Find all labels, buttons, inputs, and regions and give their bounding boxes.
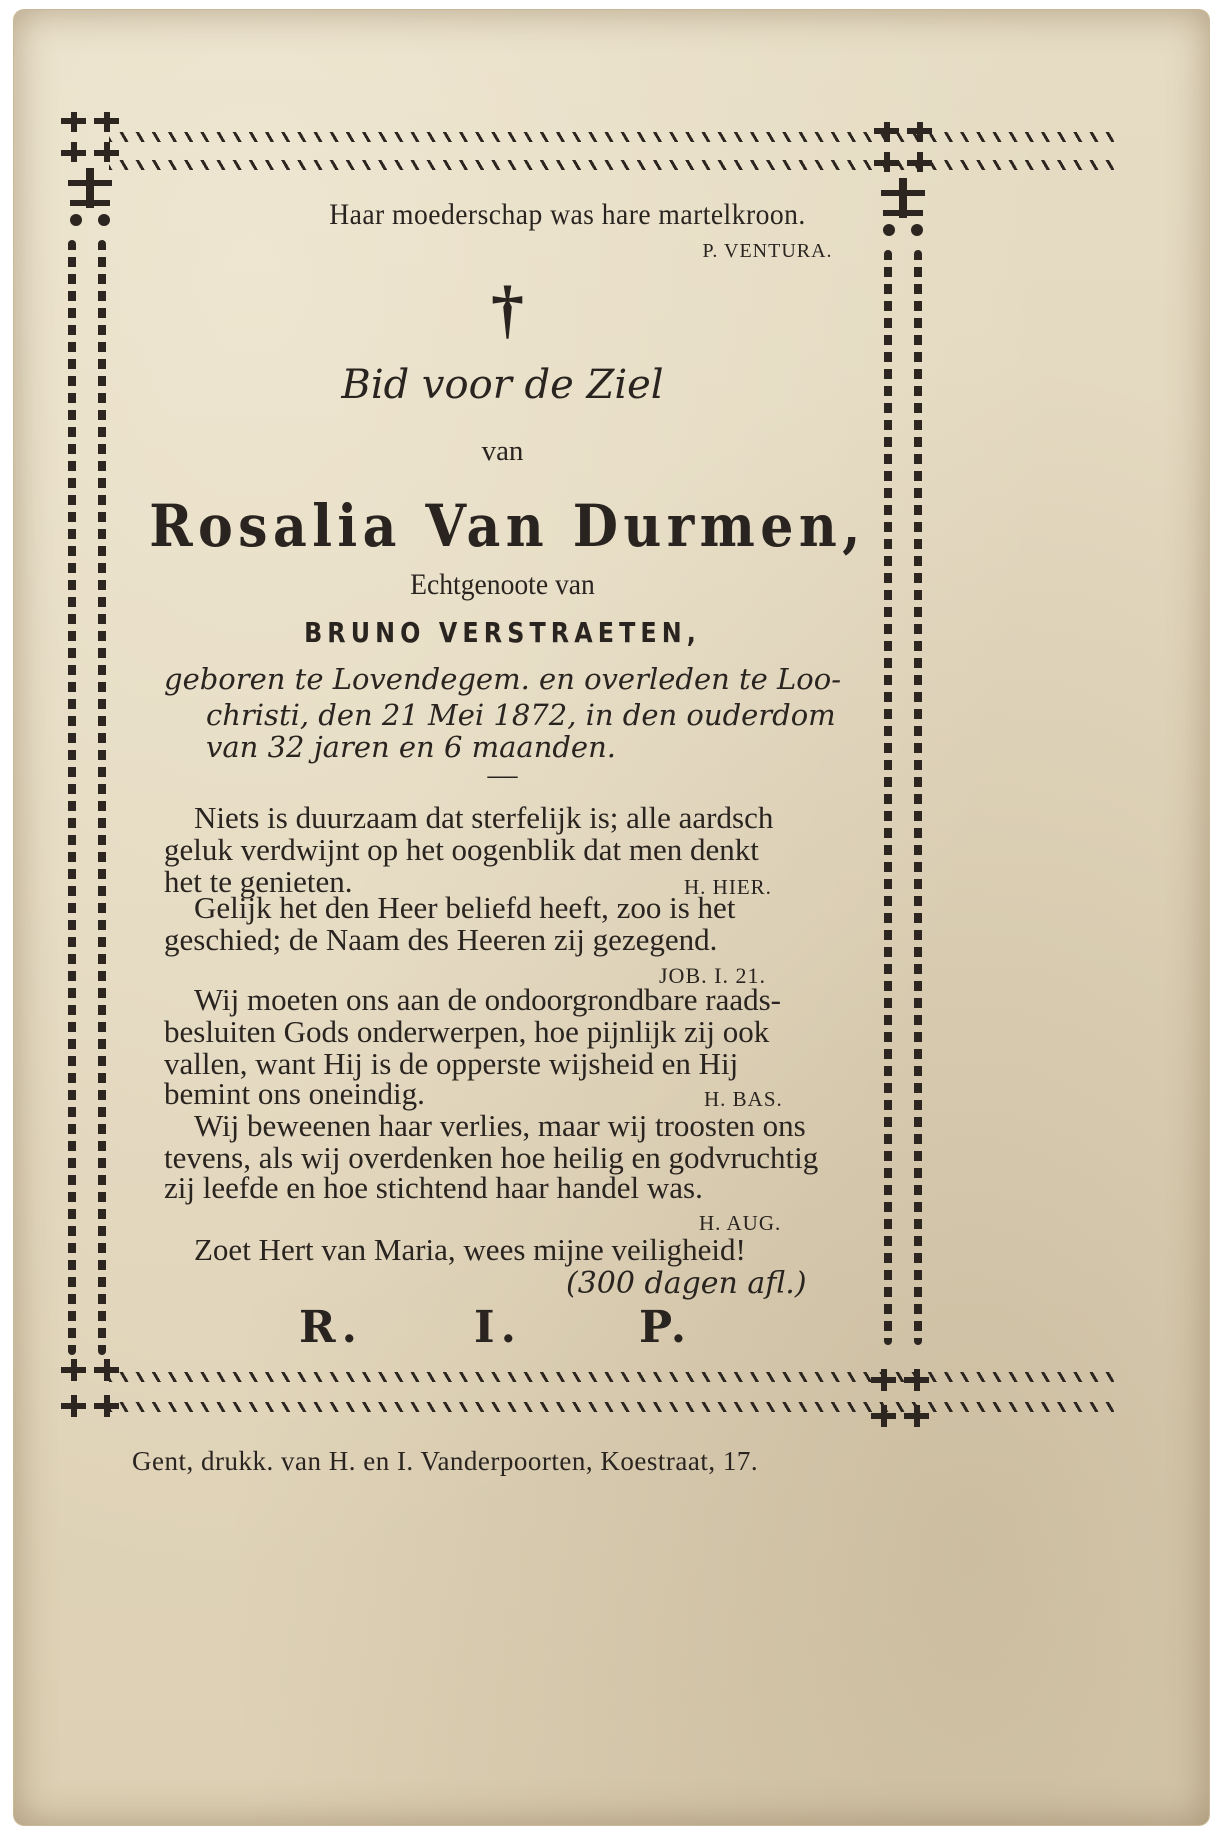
quote2-line-2: geschied; de Naam des Heeren zij gezegend.	[164, 922, 718, 957]
rip-letter-i: I.	[474, 1302, 522, 1353]
border-top-line-2	[109, 160, 1114, 170]
quote-line	[164, 1170, 954, 1205]
van-label: van	[481, 435, 524, 467]
quote-line	[164, 832, 844, 867]
quote3-author-text: H. BAS.	[704, 1087, 783, 1111]
printer-imprint	[132, 1444, 922, 1479]
rip-letter	[639, 1302, 1227, 1353]
corner-ornament-top-right-icon	[869, 120, 939, 260]
invocation-text: Zoet Hert van Maria, wees mijne veiligheid!	[194, 1232, 746, 1267]
spouse-label: Echtgenoote van	[410, 568, 595, 601]
quote-line	[164, 922, 954, 957]
corner-ornament-bottom-left-icon	[56, 1355, 126, 1435]
border-bottom-line-2	[109, 1402, 1114, 1412]
bio-line-2-text: christi, den 21 Mei 1872, in den ouderdom	[206, 698, 836, 732]
bio-line-1-text: geboren te Lovendegem. en overleden te Loo-	[164, 662, 842, 696]
quote-line	[164, 1014, 954, 1049]
corner-ornament-bottom-right-icon	[866, 1365, 936, 1445]
indulgence	[566, 1266, 1227, 1301]
rip-letter-r: R.	[299, 1302, 363, 1353]
prayer-heading: Bid voor de Ziel	[341, 362, 664, 408]
quote1-line-3: het te genieten.	[164, 864, 353, 899]
quote4-author-text: H. AUG.	[699, 1211, 782, 1235]
cross-icon: †	[491, 273, 524, 346]
quote1-line-1: Niets is duurzaam dat sterfelijk is; alle aardsch	[194, 800, 774, 835]
border-bottom-line	[109, 1372, 1114, 1382]
bio-line-3-text: van 32 jaren en 6 maanden.	[206, 730, 616, 764]
quote-line	[194, 890, 844, 925]
bio-line	[164, 662, 842, 697]
quote3-line-2: besluiten Gods onderwerpen, hoe pijnlijk zij ook	[164, 1014, 770, 1049]
quote1-line-2: geluk verdwijnt op het oogenblik dat men denkt	[164, 832, 759, 867]
printer-imprint-text: Gent, drukk. van H. en I. Vanderpoorten, Koestraat, 17.	[132, 1446, 759, 1476]
indulgence-text: (300 dagen afl.)	[566, 1266, 807, 1301]
rip-letter-p: P.	[639, 1302, 693, 1353]
bio-line	[206, 698, 842, 733]
quote-line	[194, 982, 984, 1017]
quote2-line-1: Gelijk het den Heer beliefd heeft, zoo is het	[194, 890, 736, 925]
border-top-line	[109, 132, 1114, 142]
quote3-line-4: bemint ons oneindig.	[164, 1076, 425, 1111]
quote-line	[194, 800, 844, 835]
quote3-line-1: Wij moeten ons aan de ondoorgrondbare raads-	[194, 982, 781, 1017]
deceased-name: Rosalia Van Durmen,	[149, 492, 866, 560]
separator: —	[487, 758, 518, 791]
quote-line	[194, 1108, 984, 1143]
invocation	[194, 1232, 984, 1267]
spouse-name: BRUNO VERSTRAETEN,	[304, 616, 701, 649]
quote2-author-text: JOB. I. 21.	[659, 963, 766, 988]
quote4-line-3: zij leefde en hoe stichtend haar handel was.	[164, 1170, 703, 1205]
quote1-author-text: H. HIER.	[684, 875, 772, 899]
quote4-line-2: tevens, als wij overdenken hoe heilig en godvruchtig	[164, 1140, 819, 1175]
quote3-line-3: vallen, want Hij is de opperste wijsheid en Hij	[164, 1046, 739, 1081]
epigraph: Haar moederschap was hare martelkroon.	[329, 198, 806, 231]
epigraph-author: P. VENTURA.	[702, 240, 833, 262]
quote4-line-1: Wij beweenen haar verlies, maar wij troosten ons	[194, 1108, 806, 1143]
memorial-card	[14, 10, 1209, 1825]
